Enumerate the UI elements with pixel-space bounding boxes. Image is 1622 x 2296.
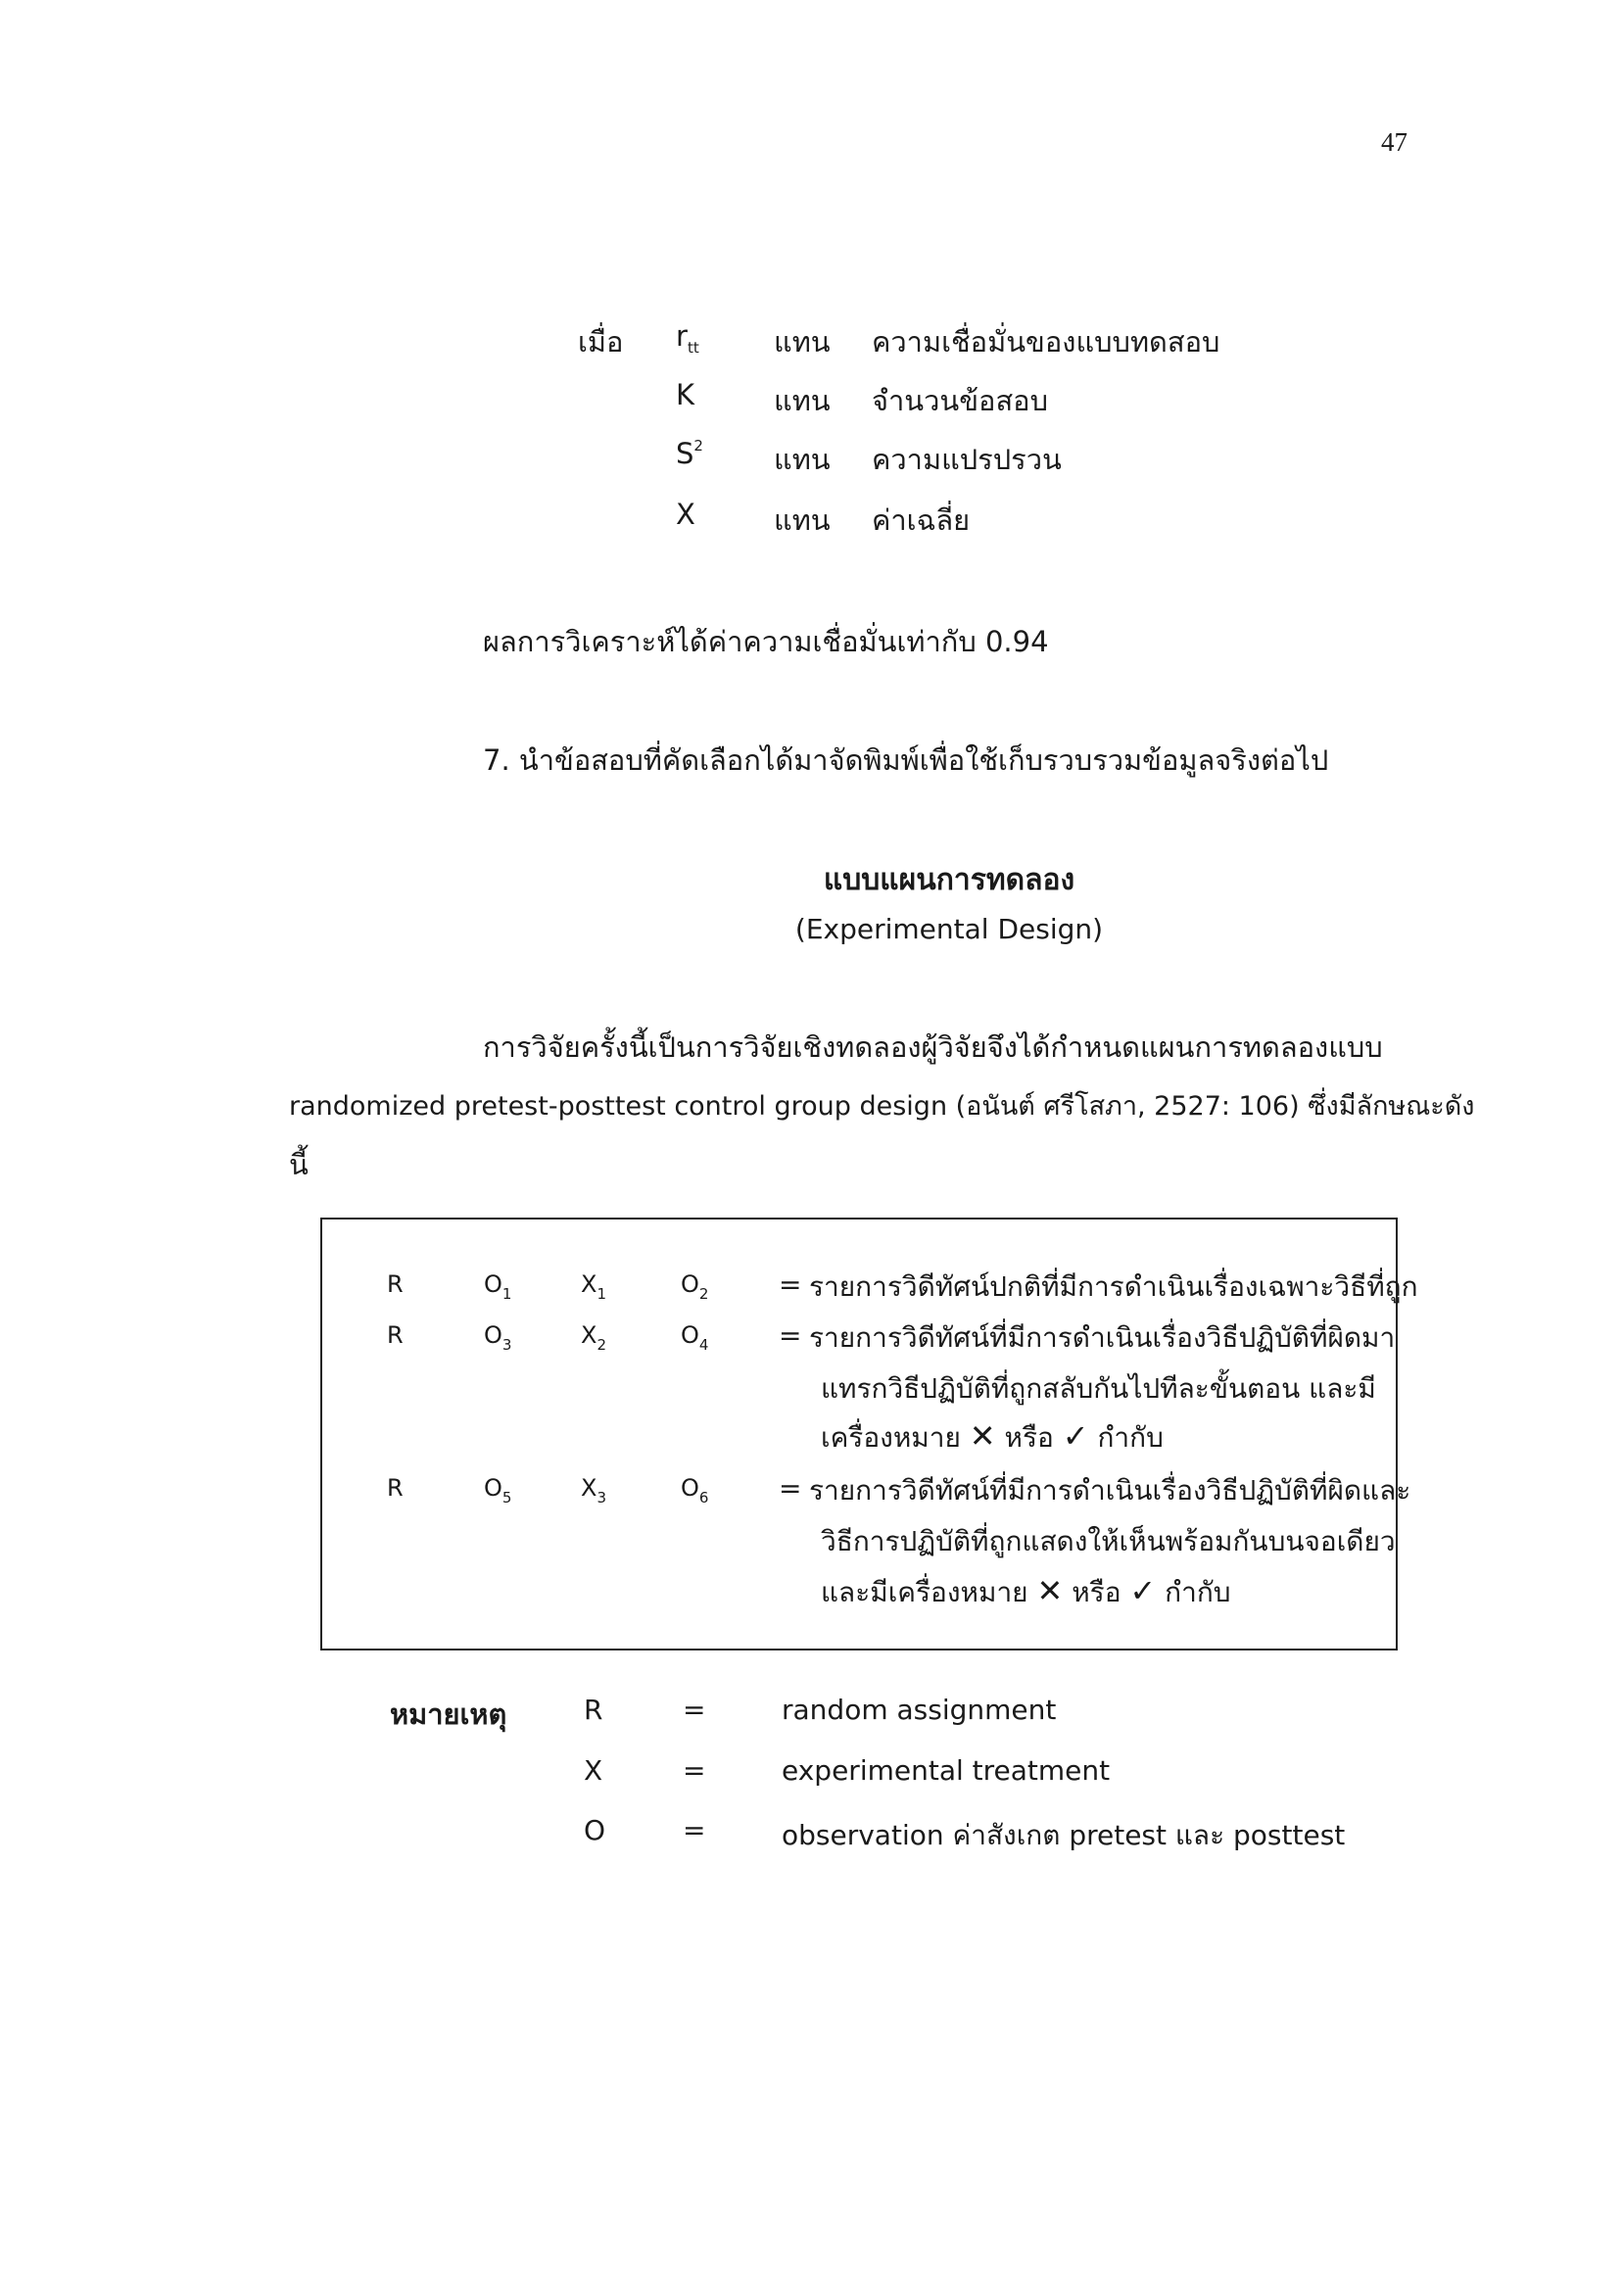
definition-meaning: ค่าเฉลี่ย xyxy=(872,503,971,537)
definitions-lead: เมื่อ xyxy=(578,325,624,359)
design-posttest: $O_6$ xyxy=(681,1474,709,1507)
design-mark-line: และมีเครื่องหมาย ✕ หรือ ✓ กำกับ xyxy=(821,1572,1231,1609)
note-symbol: R xyxy=(584,1694,603,1726)
design-description: แทรกวิธีปฏิบัติที่ถูกสลับกันไปทีละขั้นตอน และมี xyxy=(821,1372,1376,1405)
design-equals: = xyxy=(779,1319,802,1352)
design-posttest: $O_4$ xyxy=(681,1321,709,1354)
design-description: รายการวิดีทัศน์ปกติที่มีการดำเนินเรื่องเฉพาะวิธีที่ถูก xyxy=(809,1270,1418,1303)
design-pretest: $O_1$ xyxy=(484,1270,512,1303)
note-equals: = xyxy=(683,1814,706,1846)
design-r: R xyxy=(387,1474,404,1502)
intro-line-1: การวิจัยครั้งนี้เป็นการวิจัยเชิงทดลองผู้วิจัยจึงได้กำหนดแผนการทดลองแบบ xyxy=(483,1030,1383,1064)
note-symbol: X xyxy=(584,1754,603,1787)
design-description: วิธีการปฏิบัติที่ถูกแสดงให้เห็นพร้อมกันบนจอเดียว xyxy=(821,1525,1396,1557)
design-treatment: $X_2$ xyxy=(581,1321,606,1354)
design-pretest: $O_3$ xyxy=(484,1321,512,1354)
definition-symbol: K xyxy=(676,378,695,411)
cross-mark-icon: ✕ xyxy=(1036,1572,1064,1609)
reliability-result: ผลการวิเคราะห์ได้ค่าความเชื่อมั่นเท่ากับ 0.94 xyxy=(483,625,1049,658)
definition-meaning: ความแปรปรวน xyxy=(872,443,1062,476)
design-posttest: $O_2$ xyxy=(681,1270,709,1303)
design-treatment: $X_3$ xyxy=(581,1474,606,1507)
design-description: รายการวิดีทัศน์ที่มีการดำเนินเรื่องวิธีปฏิบัติที่ผิดและ xyxy=(809,1474,1411,1507)
design-pretest: $O_5$ xyxy=(484,1474,512,1507)
note-equals: = xyxy=(683,1694,706,1726)
design-equals: = xyxy=(779,1268,802,1301)
definition-meaning: ความเชื่อมั่นของแบบทดสอบ xyxy=(872,325,1220,359)
note-text: random assignment xyxy=(782,1694,1057,1726)
design-treatment: $X_1$ xyxy=(581,1270,606,1303)
definition-word: แทน xyxy=(774,325,831,359)
design-description: รายการวิดีทัศน์ที่มีการดำเนินเรื่องวิธีปฏิบัติที่ผิดมา xyxy=(809,1321,1396,1354)
intro-line-3: นี้ xyxy=(289,1148,309,1181)
definition-word: แทน xyxy=(774,384,831,417)
check-mark-icon: ✓ xyxy=(1129,1572,1157,1609)
definition-symbol: $S^2$ xyxy=(676,437,703,470)
design-equals: = xyxy=(779,1472,802,1505)
section-title-english: (Experimental Design) xyxy=(794,913,1104,945)
notes-label: หมายเหตุ xyxy=(390,1698,507,1731)
page-number: 47 xyxy=(1381,127,1407,157)
definition-word: แทน xyxy=(774,443,831,476)
definition-word: แทน xyxy=(774,503,831,537)
cross-mark-icon: ✕ xyxy=(969,1417,996,1455)
definition-symbol: $r_{tt}$ xyxy=(676,319,699,357)
intro-line-2: randomized pretest-posttest control group design (อนันต์ ศรีโสภา, 2527: 106) ซึ่งมีลักษณะดัง xyxy=(289,1091,1475,1122)
definition-symbol: X xyxy=(676,498,695,531)
step-7: 7. นำข้อสอบที่คัดเลือกได้มาจัดพิมพ์เพื่อใช้เก็บรวบรวมข้อมูลจริงต่อไป xyxy=(483,743,1329,777)
note-text: experimental treatment xyxy=(782,1754,1111,1787)
note-symbol: O xyxy=(584,1814,606,1846)
definition-meaning: จำนวนข้อสอบ xyxy=(872,384,1048,417)
note-text: observation ค่าสังเกต pretest และ posttest xyxy=(782,1819,1346,1851)
design-mark-line: เครื่องหมาย ✕ หรือ ✓ กำกับ xyxy=(821,1417,1164,1455)
section-title-thai: แบบแผนการทดลอง xyxy=(823,863,1075,897)
design-r: R xyxy=(387,1321,404,1349)
note-equals: = xyxy=(683,1754,706,1787)
design-r: R xyxy=(387,1270,404,1298)
check-mark-icon: ✓ xyxy=(1062,1417,1089,1455)
